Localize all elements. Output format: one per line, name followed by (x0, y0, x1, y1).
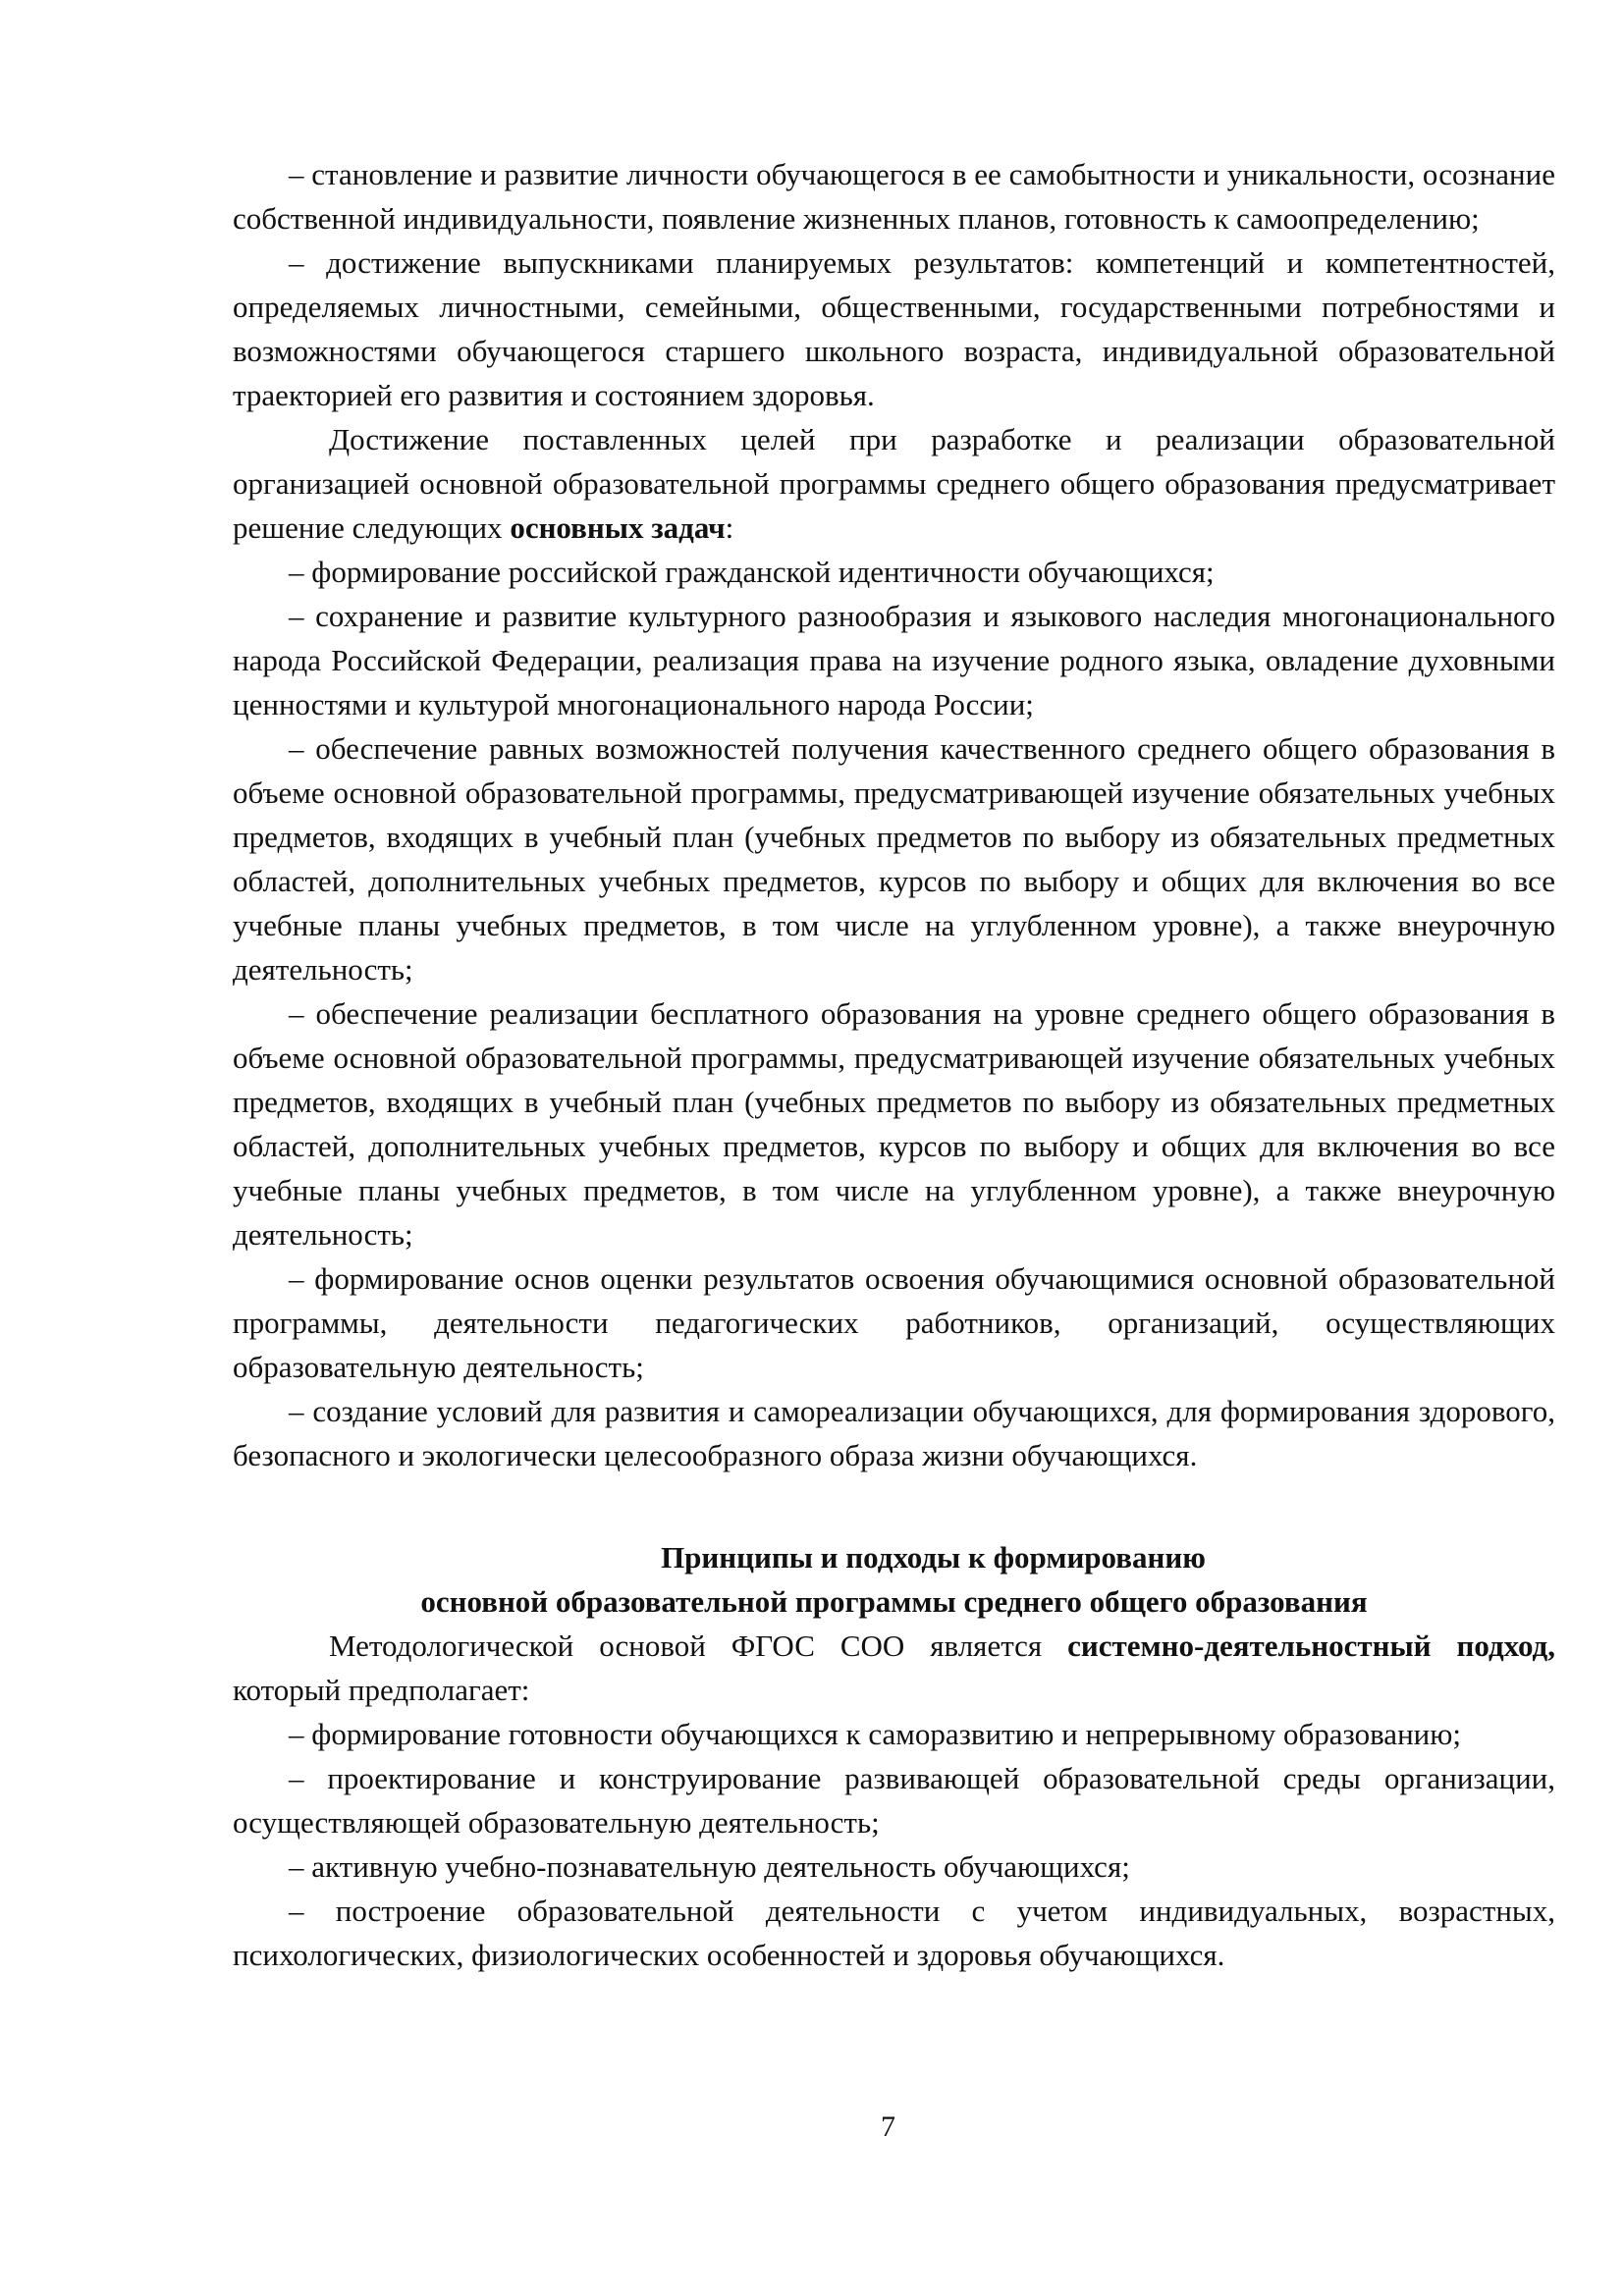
list-item: – обеспечение равных возможностей получения качественного среднего общего образования в объеме основной образовательной программы, предусматривающей изучение обязательных учебных предметов, входящих в учебный план (учебных предметов по выбору из обязательных предметных областей, дополнительных учебных предметов, курсов по выбору и общих для включения во все учебные планы учебных предметов, в том числе на углубленном уровне), а также внеурочную деятельность; (233, 731, 1555, 987)
list-item: – формирование основ оценки результатов освоения обучающимися основной образовательной программы, деятельности педагогических работников, организаций, осуществляющих образовательную деятельность; (233, 1261, 1555, 1384)
list-item: – проектирование и конструирование развивающей образовательной среды организации, осуществляющей образовательную деятельность; (233, 1761, 1555, 1840)
page-number: 7 (881, 2110, 895, 2143)
list-item: – обеспечение реализации бесплатного образования на уровне среднего общего образования в объеме основной образовательной программы, предусматривающей изучение обязательных учебных предметов, входящих в учебный план (учебных предметов по выбору из обязательных предметных областей, дополнительных учебных предметов, курсов по выбору и общих для включения во все учебные планы учебных предметов, в том числе на углубленном уровне), а также внеурочную деятельность; (233, 996, 1555, 1252)
tasks-intro-colon: : (725, 510, 734, 545)
list-item: – формирование российской гражданской идентичности обучающихся; (289, 555, 1215, 589)
list-item: – сохранение и развитие культурного разнообразия и языкового наследия многонационального народа Российской Федерации, реализация права на изучение родного языка, овладение духовными ценностями и культурой многонационального народа России; (233, 599, 1555, 721)
section-heading-line-1: Принципы и подходы к формированию (661, 1540, 1206, 1575)
tasks-intro-paragraph (233, 417, 1555, 550)
section-heading-line-2: основной образовательной программы среднего общего образования (420, 1584, 1368, 1619)
tasks-intro-text: Достижение поставленных целей при разработке и реализации образовательной организацией основной образовательной программы среднего общего образования предусматривает решение следующих (233, 422, 1555, 545)
document-page (233, 152, 1555, 1977)
tasks-intro-bold: основных задач (510, 510, 726, 545)
method-intro-tail: который предполагает: (233, 1673, 530, 1707)
method-intro-paragraph (233, 1624, 1555, 1712)
list-item: – построение образовательной деятельности с учетом индивидуальных, возрастных, психологических, физиологических особенностей и здоровья обучающихся. (233, 1894, 1555, 1972)
list-item: – активную учебно-познавательную деятельность обучающихся; (289, 1849, 1130, 1884)
method-intro-text: Методологической основой ФГОС СОО является (329, 1629, 1068, 1663)
list-item: – достижение выпускниками планируемых результатов: компетенций и компетентностей, определяемых личностными, семейными, общественными, государственными потребностями и возможностями обучающегося старшего школьного возраста, индивидуальной образовательной траекторией его развития и состоянием здоровья. (233, 245, 1555, 412)
list-item: – создание условий для развития и самореализации обучающихся, для формирования здорового, безопасного и экологически целесообразного образа жизни обучающихся. (233, 1394, 1555, 1472)
section-heading (233, 1535, 1555, 1624)
list-item: – становление и развитие личности обучающегося в ее самобытности и уникальности, осознание собственной индивидуальности, появление жизненных планов, готовность к самоопределению; (233, 157, 1555, 236)
method-intro-bold: системно-деятельностный подход, (1067, 1629, 1555, 1663)
list-item: – формирование готовности обучающихся к саморазвитию и непрерывному образованию; (289, 1717, 1462, 1751)
